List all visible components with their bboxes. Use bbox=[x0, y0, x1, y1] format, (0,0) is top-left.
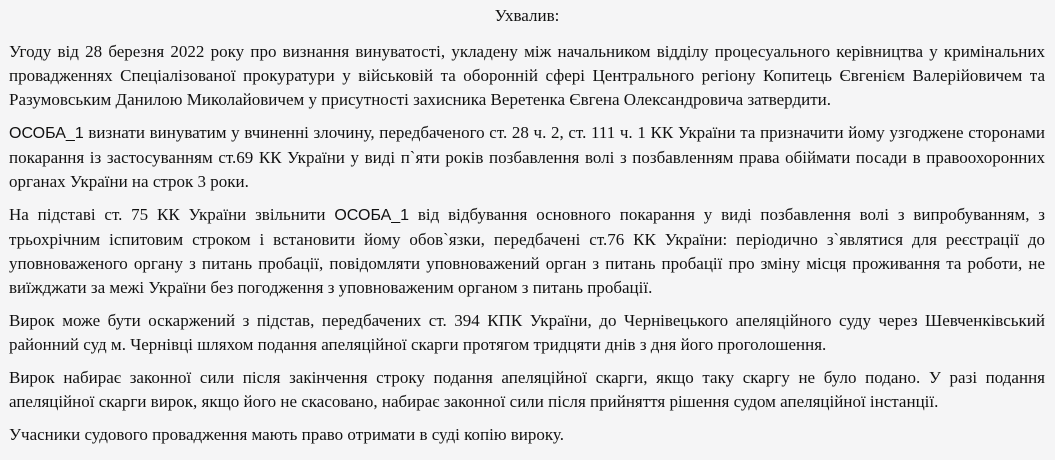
document-paragraph bbox=[9, 309, 1045, 357]
document-heading: Ухвалив: bbox=[494, 6, 560, 25]
document-paragraph bbox=[9, 203, 1045, 300]
paragraph-text: На підставі ст. 75 КК України звільнити bbox=[9, 205, 335, 224]
document-paragraph bbox=[9, 121, 1045, 194]
paragraph-text: визнати винуватим у вчиненні злочину, передбаченого ст. 28 ч. 2, ст. 111 ч. 1 КК України та призначити йому узгоджене сторонами покарання із застосуванням ст.69 КК України у виді п`яти років позбавлення волі з позбавленням права обіймати посади в правоохоронних органах України на строк 3 роки. bbox=[9, 123, 1045, 191]
paragraph-text: Вирок набирає законної сили після закінчення строку подання апеляційної скарги, якщо таку скаргу не було подано. У разі подання апеляційної скарги вирок, якщо його не скасовано, набирає законної сили після прийняття рішення судом апеляційної інстанції. bbox=[9, 368, 1045, 411]
paragraph-text: Вирок може бути оскаржений з підстав, передбачених ст. 394 КПК України, до Чернівецького апеляційного суду через Шевченківський районний суд м. Чернівці шляхом подання апеляційної скарги протягом тридцяти днів з дня його проголошення. bbox=[9, 311, 1045, 354]
paragraph-text: від відбування основного покарання у виді позбавлення волі з випробуванням, з трьохрічним іспитовим строком і встановити йому обов`язки, передбачені ст.76 КК України: періодично з`являтися для реєстрації до уповноваженого органу з питань пробації, повідомляти уповноважений орган з питань пробації про зміну місця проживання та роботи, не виїжджати за межі України без погодження з уповноваженим органом з питань пробації. bbox=[9, 205, 1045, 297]
document-body bbox=[9, 40, 1045, 447]
person-placeholder: ОСОБА_1 bbox=[9, 125, 84, 142]
paragraph-text: Угоду від 28 березня 2022 року про визнання винуватості, укладену між начальником відділу процесуального керівництва у кримінальних провадженнях Спеціалізованої прокуратури у військовій та оборонній сфері Центрального регіону Копитець Євгенієм Валерійовичем та Разумовським Данилою Миколайовичем у присутності захисника Веретенка Євгена Олександровича затвердити. bbox=[9, 42, 1045, 109]
person-placeholder: ОСОБА_1 bbox=[334, 207, 410, 224]
document-paragraph bbox=[9, 40, 1045, 112]
paragraph-text: Учасники судового провадження мають право отримати в суді копію вироку. bbox=[9, 425, 564, 444]
document-paragraph bbox=[9, 366, 1045, 414]
document-paragraph bbox=[9, 423, 1045, 447]
